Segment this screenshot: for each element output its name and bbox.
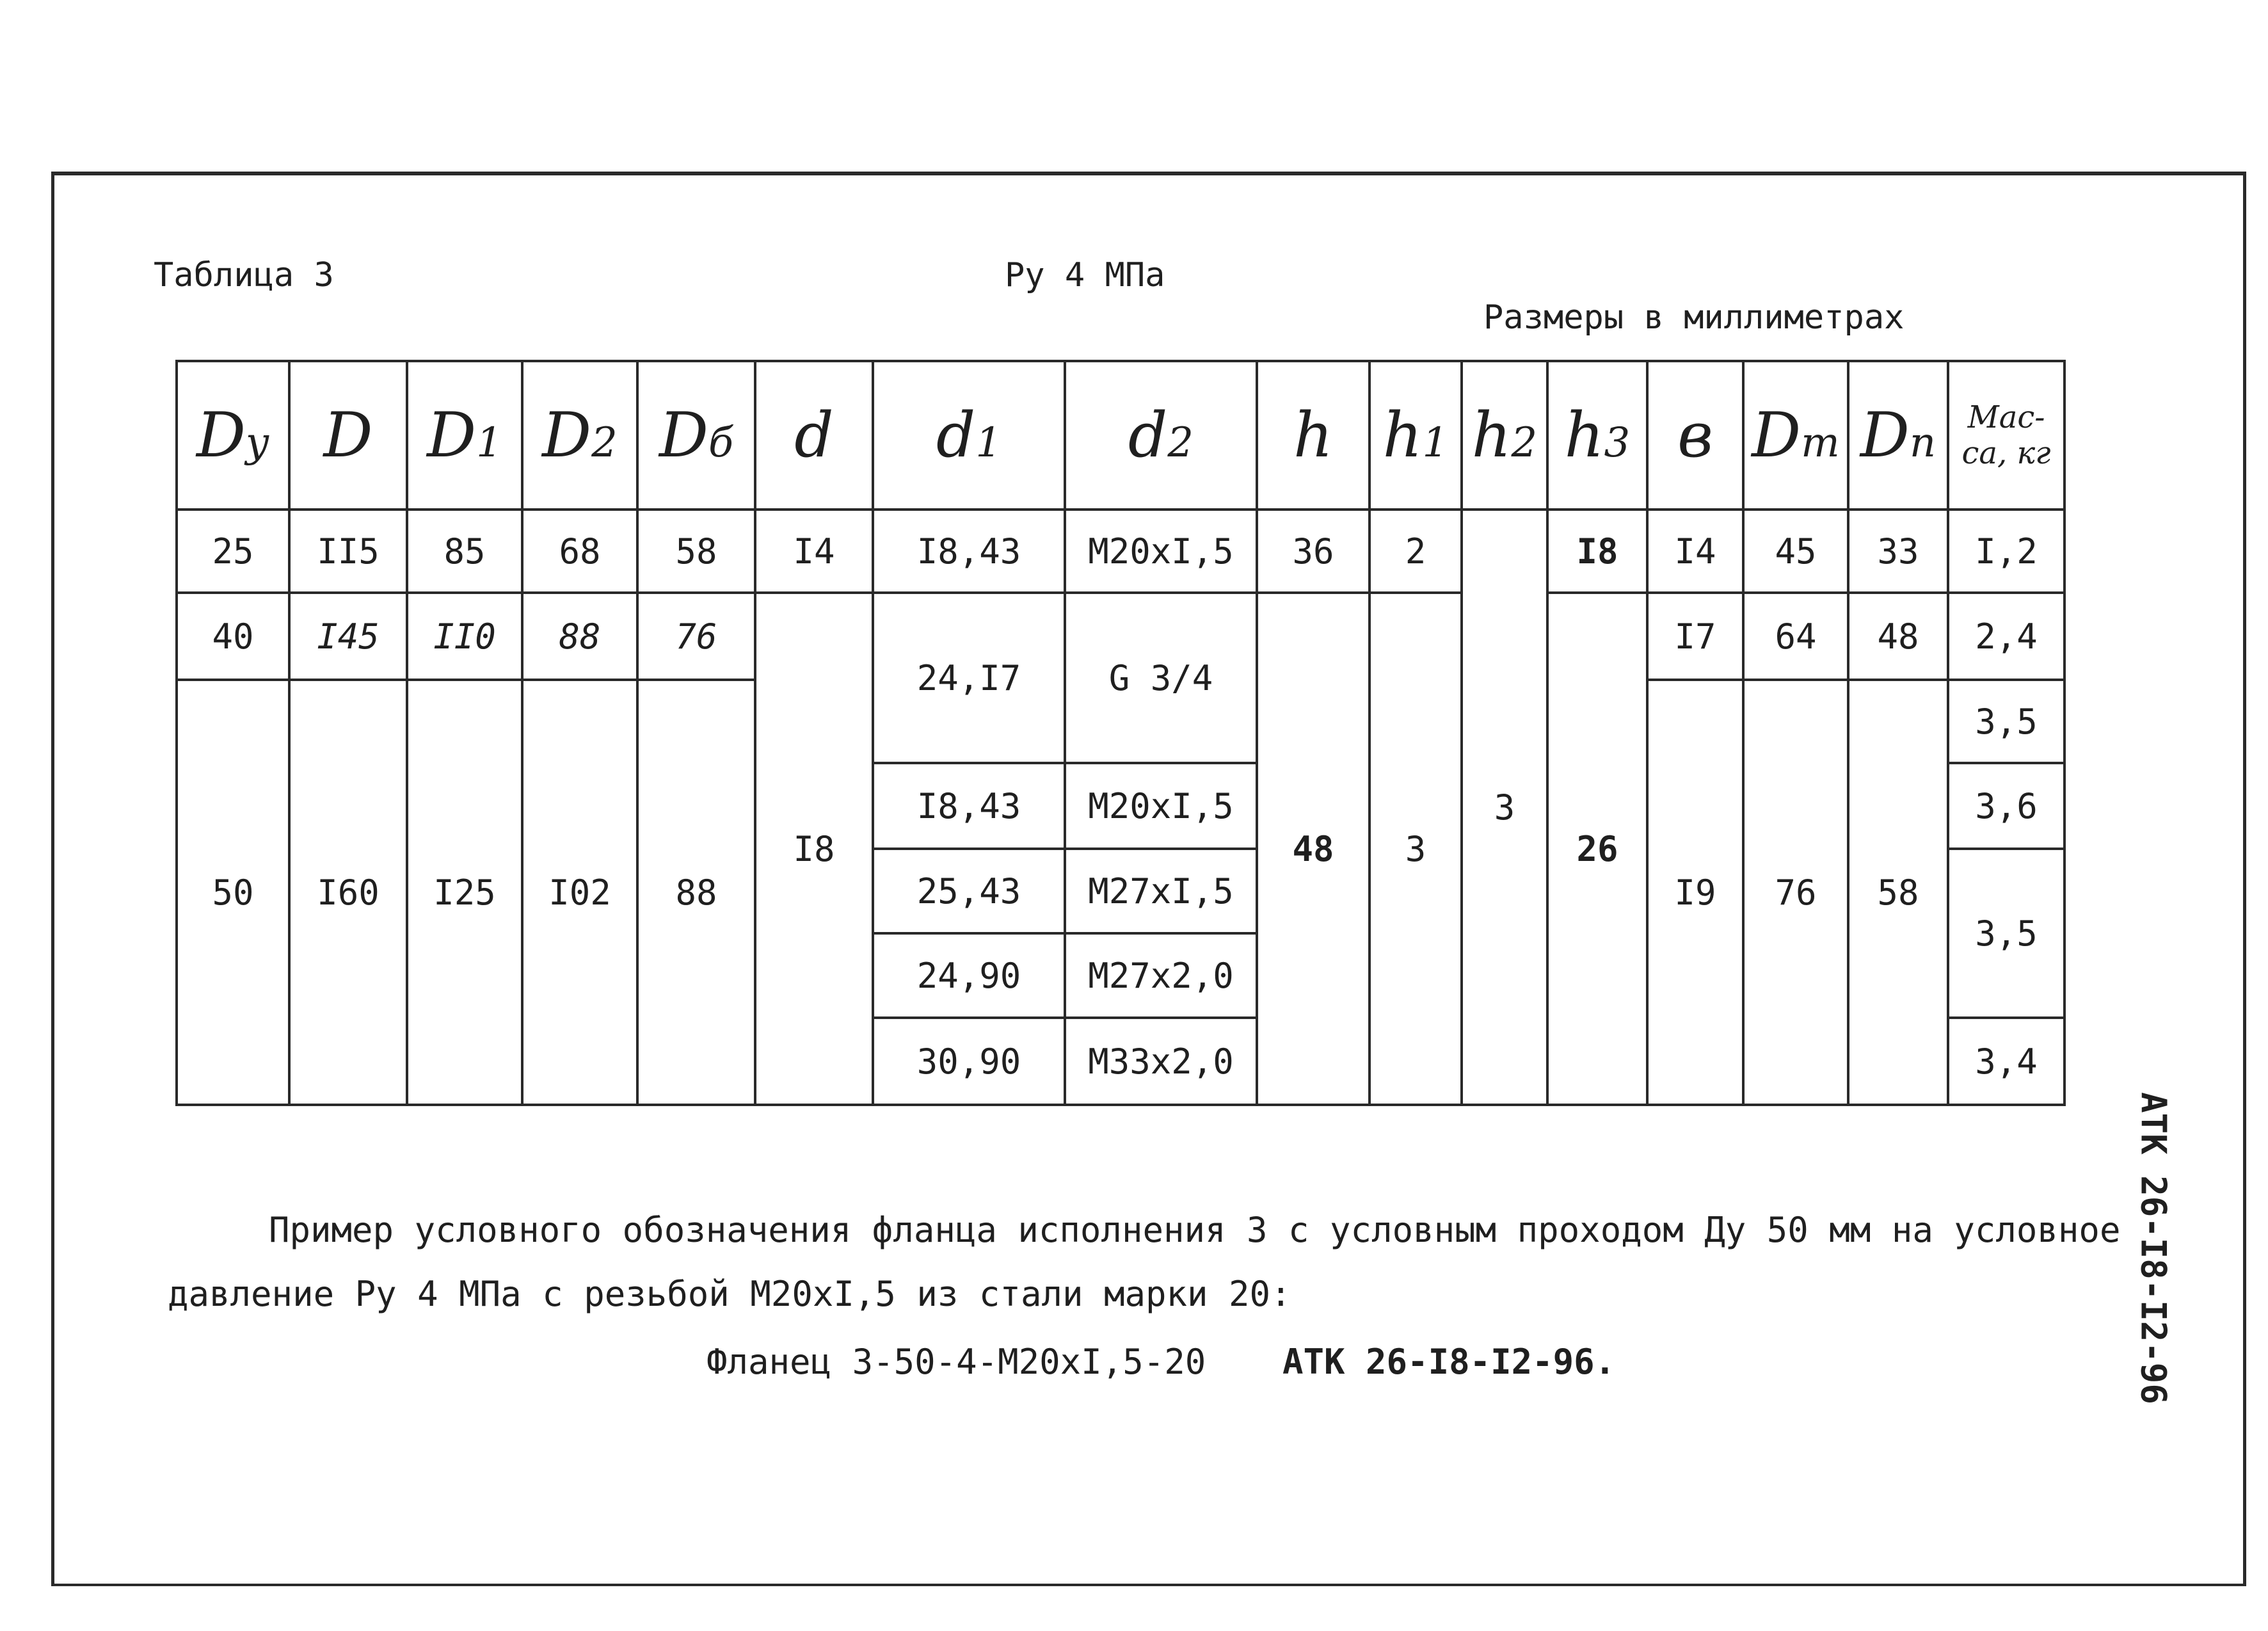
example-line-2: давление Ру 4 МПа с резьбой М20хI,5 из стали марки 20: bbox=[168, 1274, 1291, 1314]
table-label: Таблица 3 bbox=[154, 256, 334, 294]
col-dy: Dу bbox=[177, 361, 289, 510]
col-d-small: d bbox=[755, 361, 873, 510]
table-row bbox=[177, 510, 2064, 593]
cell-d6: 88 bbox=[637, 680, 755, 1105]
table-row bbox=[177, 593, 2064, 680]
col-dn: Dn bbox=[1848, 361, 1948, 510]
col-b: в bbox=[1647, 361, 1743, 510]
cell-h: 48 bbox=[1257, 593, 1370, 1105]
cell-dy: 50 bbox=[177, 680, 289, 1105]
col-d2-small: d2 bbox=[1065, 361, 1257, 510]
col-d1: D1 bbox=[407, 361, 522, 510]
col-h: h bbox=[1257, 361, 1370, 510]
col-d6: Dб bbox=[637, 361, 755, 510]
cell-d1: 85 bbox=[407, 510, 522, 593]
col-d-outer: D bbox=[289, 361, 407, 510]
cell-dn: 33 bbox=[1848, 510, 1948, 593]
col-dm: Dm bbox=[1743, 361, 1848, 510]
units-label: Размеры в миллиметрах bbox=[1483, 298, 1905, 337]
cell-d2-small: M20xI,5 bbox=[1065, 510, 1257, 593]
pressure-label: Ру 4 МПа bbox=[1005, 256, 1165, 294]
cell-dn: 58 bbox=[1848, 680, 1948, 1105]
cell-d: II5 bbox=[289, 510, 407, 593]
cell-d2: 88 bbox=[522, 593, 637, 680]
cell-d: I60 bbox=[289, 680, 407, 1105]
cell-dy: 25 bbox=[177, 510, 289, 593]
cell-mass: 3,6 bbox=[1948, 763, 2064, 849]
cell-b: I7 bbox=[1647, 593, 1743, 680]
cell-d1: II0 bbox=[407, 593, 522, 680]
cell-d-small: I8 bbox=[755, 593, 873, 1105]
cell-d1-small: I8,43 bbox=[873, 510, 1065, 593]
col-h1: h1 bbox=[1370, 361, 1462, 510]
cell-dn: 48 bbox=[1848, 593, 1948, 680]
cell-dm: 45 bbox=[1743, 510, 1848, 593]
flange-dimensions-table bbox=[175, 360, 2066, 1106]
cell-mass: I,2 bbox=[1948, 510, 2064, 593]
example-standard: АТК 26-I8-I2-96. bbox=[1282, 1342, 1616, 1382]
col-h2: h2 bbox=[1462, 361, 1547, 510]
cell-d2: I02 bbox=[522, 680, 637, 1105]
cell-h3: 26 bbox=[1547, 593, 1647, 1105]
col-d2: D2 bbox=[522, 361, 637, 510]
side-label-text: АТК 26-I8-I2-96 bbox=[2133, 1092, 2174, 1404]
cell-b: I9 bbox=[1647, 680, 1743, 1105]
cell-d6: 58 bbox=[637, 510, 755, 593]
cell-mass: 3,4 bbox=[1948, 1018, 2064, 1105]
cell-b: I4 bbox=[1647, 510, 1743, 593]
cell-d1-small: 24,I7 bbox=[873, 593, 1065, 763]
example-designation: Фланец 3-50-4-М20хI,5-20 bbox=[707, 1342, 1206, 1382]
cell-h3: I8 bbox=[1547, 510, 1647, 593]
cell-dm: 64 bbox=[1743, 593, 1848, 680]
cell-dy: 40 bbox=[177, 593, 289, 680]
cell-h: 36 bbox=[1257, 510, 1370, 593]
cell-d2-small: M27x2,0 bbox=[1065, 933, 1257, 1018]
cell-d2: 68 bbox=[522, 510, 637, 593]
cell-h1: 3 bbox=[1370, 593, 1462, 1105]
cell-mass: 2,4 bbox=[1948, 593, 2064, 680]
cell-d1-small: 24,90 bbox=[873, 933, 1065, 1018]
cell-d: I45 bbox=[289, 593, 407, 680]
cell-d6: 76 bbox=[637, 593, 755, 680]
cell-d-small: I4 bbox=[755, 510, 873, 593]
cell-d1-small: 25,43 bbox=[873, 849, 1065, 933]
cell-h2: 3 bbox=[1462, 510, 1547, 1105]
cell-mass: 3,5 bbox=[1948, 680, 2064, 763]
cell-d1-small: I8,43 bbox=[873, 763, 1065, 849]
cell-d2-small: G 3/4 bbox=[1065, 593, 1257, 763]
cell-h1: 2 bbox=[1370, 510, 1462, 593]
cell-d2-small: M20xI,5 bbox=[1065, 763, 1257, 849]
cell-dm: 76 bbox=[1743, 680, 1848, 1105]
cell-d1: I25 bbox=[407, 680, 522, 1105]
example-line-1: Пример условного обозначения фланца исполнения 3 с условным проходом Ду 50 мм на условное bbox=[269, 1210, 2121, 1250]
header-row bbox=[177, 361, 2064, 510]
col-d1-small: d1 bbox=[873, 361, 1065, 510]
col-mass: Мас-са, кг bbox=[1948, 361, 2064, 510]
col-h3: h3 bbox=[1547, 361, 1647, 510]
cell-d2-small: M27xI,5 bbox=[1065, 849, 1257, 933]
cell-d1-small: 30,90 bbox=[873, 1018, 1065, 1105]
side-label bbox=[2131, 1082, 2176, 1415]
cell-mass: 3,5 bbox=[1948, 849, 2064, 1018]
cell-d2-small: M33x2,0 bbox=[1065, 1018, 1257, 1105]
